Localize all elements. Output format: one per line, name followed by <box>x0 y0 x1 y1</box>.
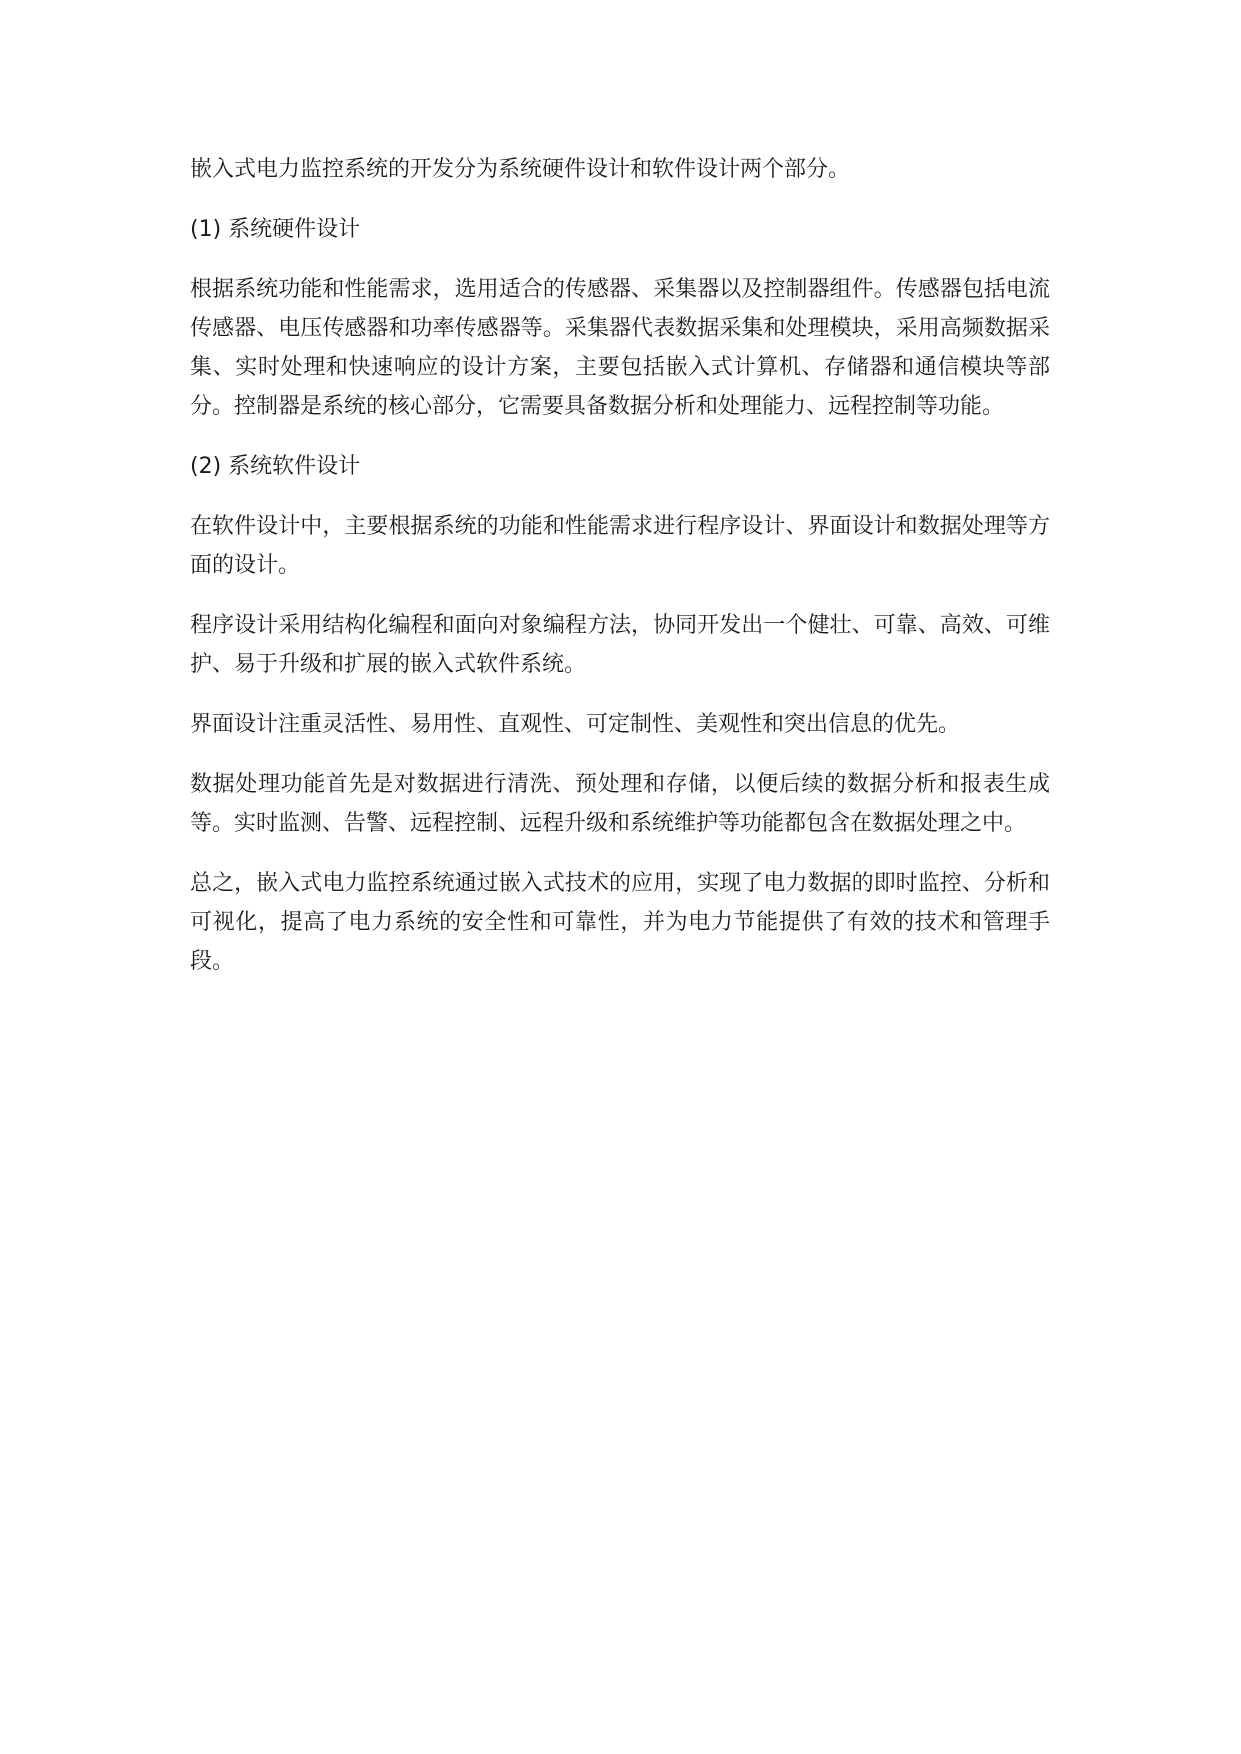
software-paragraph-3: 界面设计注重灵活性、易用性、直观性、可定制性、美观性和突出信息的优先。 <box>190 712 961 737</box>
section-heading-software: (2) 系统软件设计 <box>190 454 361 479</box>
section-heading-hardware: (1) 系统硬件设计 <box>190 217 361 242</box>
document-page <box>190 150 1050 1002</box>
hardware-paragraph: 根据系统功能和性能需求，选用适合的传感器、采集器以及控制器组件。传感器包括电流传感器、电压传感器和功率传感器等。采集器代表数据采集和处理模块，采用高频数据采集、实时处理和快速响应的设计方案，主要包括嵌入式计算机、存储器和通信模块等部分。控制器是系统的核心部分，它需要具备数据分析和处理能力、远程控制等功能。 <box>190 277 1050 419</box>
software-paragraph-4: 数据处理功能首先是对数据进行清洗、预处理和存储，以便后续的数据分析和报表生成等。实时监测、告警、远程控制、远程升级和系统维护等功能都包含在数据处理之中。 <box>190 772 1050 836</box>
software-paragraph-2: 程序设计采用结构化编程和面向对象编程方法，协同开发出一个健壮、可靠、高效、可维护、易于升级和扩展的嵌入式软件系统。 <box>190 613 1050 677</box>
software-paragraph-1: 在软件设计中，主要根据系统的功能和性能需求进行程序设计、界面设计和数据处理等方面的设计。 <box>190 514 1050 578</box>
intro-paragraph: 嵌入式电力监控系统的开发分为系统硬件设计和软件设计两个部分。 <box>190 157 851 182</box>
conclusion-paragraph: 总之，嵌入式电力监控系统通过嵌入式技术的应用，实现了电力数据的即时监控、分析和可视化，提高了电力系统的安全性和可靠性，并为电力节能提供了有效的技术和管理手段。 <box>190 871 1050 974</box>
